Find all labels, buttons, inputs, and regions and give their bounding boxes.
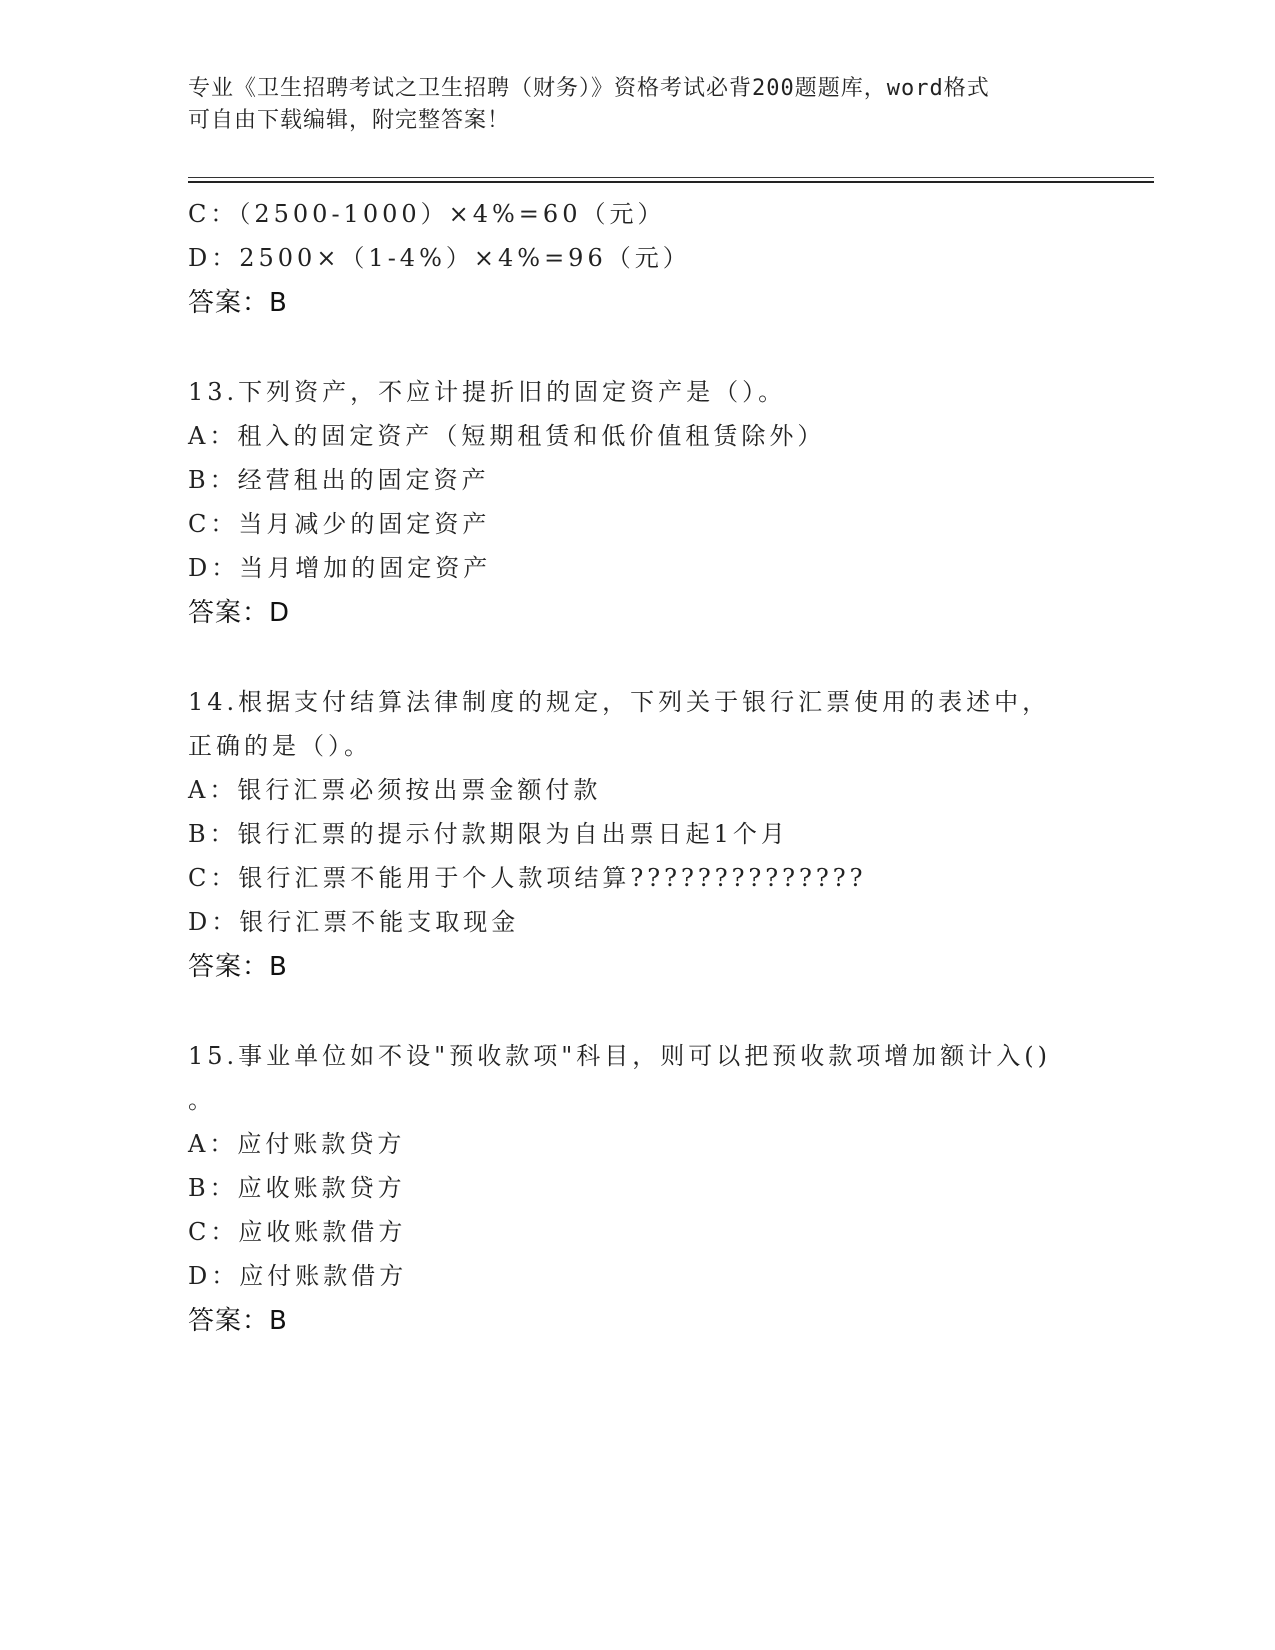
question-stem-line-1: 14.根据支付结算法律制度的规定，下列关于银行汇票使用的表述中， [188, 688, 1051, 716]
answer-label: 答案：D [188, 598, 291, 628]
option-c: C：应收账款借方 [188, 1218, 407, 1246]
spacer [188, 990, 1088, 1034]
header-divider-thick [188, 181, 1154, 183]
question-stem-line-2: 正确的是（）。 [188, 732, 372, 760]
header-divider-thin [188, 177, 1154, 178]
option-a: A：应付账款贷方 [188, 1130, 406, 1158]
spacer [188, 636, 1088, 680]
question-14 [188, 680, 1088, 990]
question-15 [188, 1034, 1088, 1344]
option-b: B：应收账款贷方 [188, 1174, 406, 1202]
option-c: C：银行汇票不能用于个人款项结算?????????????? [188, 864, 867, 892]
spacer [188, 326, 1088, 370]
option-a: A：租入的固定资产（短期租赁和低价值租赁除外） [188, 422, 826, 450]
answer-label: 答案：B [188, 952, 288, 982]
option-d: D：当月增加的固定资产 [188, 554, 492, 582]
answer-label: 答案：B [188, 1306, 288, 1336]
question-stem-line-1: 15.事业单位如不设"预收款项"科目，则可以把预收款项增加额计入() [188, 1042, 1051, 1070]
header-title-line-2: 可自由下载编辑，附完整答案！ [188, 108, 511, 133]
question-12-tail [188, 192, 1088, 326]
document-header [188, 73, 1088, 137]
option-d: D：2500×（1-4%）×4%=96（元） [188, 244, 691, 272]
question-13 [188, 370, 1088, 636]
option-d: D：银行汇票不能支取现金 [188, 908, 520, 936]
option-d: D：应付账款借方 [188, 1262, 408, 1290]
option-c: C：当月减少的固定资产 [188, 510, 491, 538]
question-list [188, 192, 1088, 1344]
option-a: A：银行汇票必须按出票金额付款 [188, 776, 602, 804]
header-title-line-1: 专业《卫生招聘考试之卫生招聘（财务）》资格考试必背200题题库，word格式 [188, 76, 990, 101]
answer-label: 答案：B [188, 288, 288, 318]
question-stem-line-2: 。 [188, 1086, 216, 1114]
question-stem: 13.下列资产，不应计提折旧的固定资产是（）。 [188, 378, 787, 406]
option-b: B：经营租出的固定资产 [188, 466, 490, 494]
option-b: B：银行汇票的提示付款期限为自出票日起1个月 [188, 820, 789, 848]
option-c: C：（2500-1000）×4%=60（元） [188, 200, 666, 228]
